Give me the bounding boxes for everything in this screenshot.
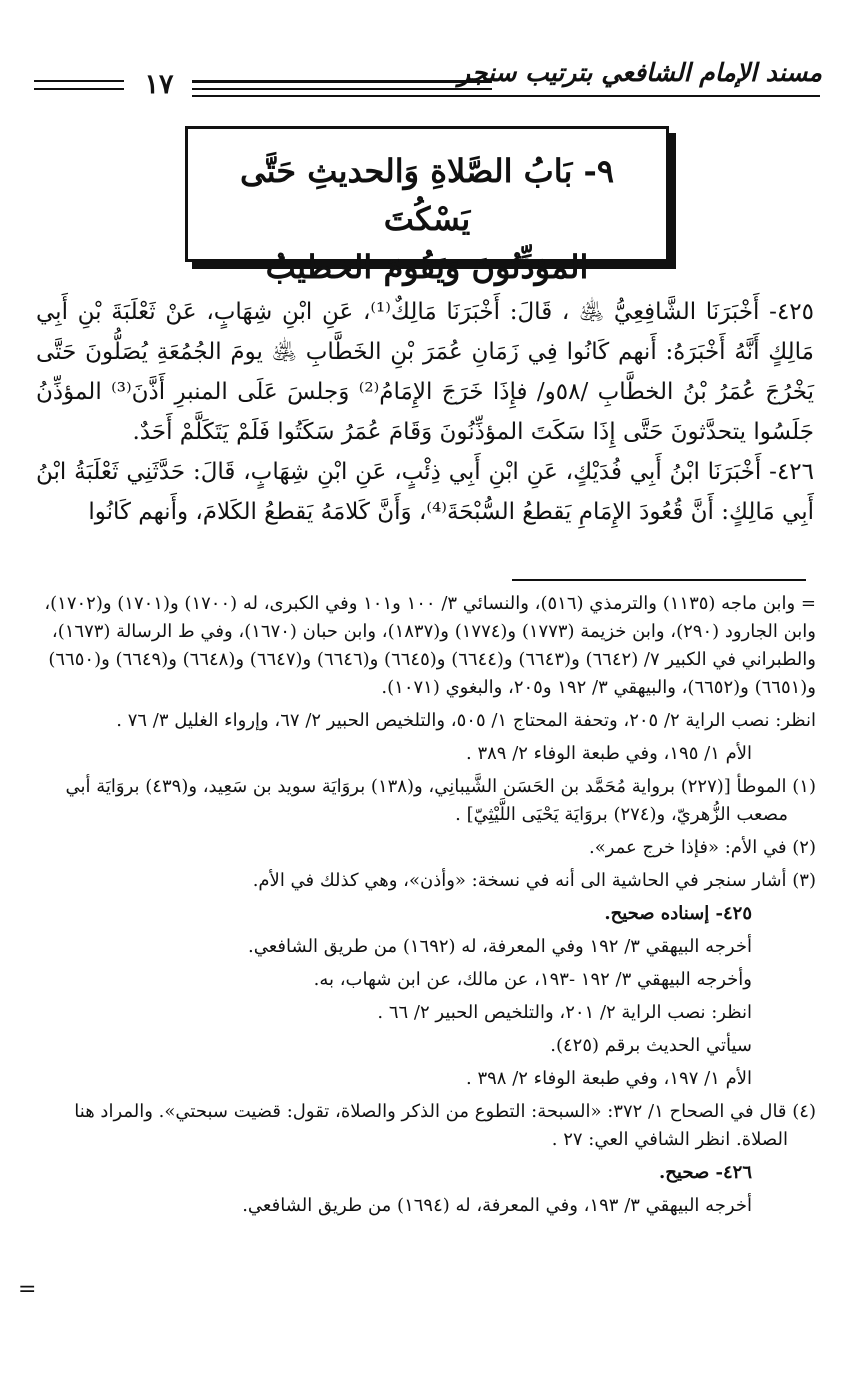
footnote: الأم ١/ ١٩٥، وفي طبعة الوفاء ٢/ ٣٨٩ . (466, 743, 752, 764)
header-rule (34, 80, 124, 82)
chapter-heading-box (185, 126, 669, 286)
chapter-title (196, 147, 658, 291)
running-title: مسند الإمام الشافعي بترتيب سنجر (458, 58, 822, 87)
footnote-separator (512, 579, 806, 581)
footnote: سيأتي الحديث برقم (٤٢٥). (550, 1035, 752, 1056)
footnote: انظر: نصب الراية ٢/ ٢٠٥، وتحفة المحتاج ١/ ٥٠٥، والتلخيص الحبير ٢/ ٦٧، وإرواء الغليل ٣/ ٧٦ . (116, 710, 816, 731)
header-rule (192, 95, 820, 97)
continuation-mark: = (18, 1277, 37, 1302)
header-rule (192, 80, 492, 83)
chapter-title-line: المؤذِّنُونَ وَيَقُومَ الخطيبُ (265, 248, 589, 286)
footnote: = وابن ماجه (١١٣٥) والترمذي (٥١٦)، والنسائي ٣/ ١٠٠ و١٠١ وفي الكبرى، له (١٧٠٠) و(١٧٠١) و(١٧٠٢)، وابن الجارود (٢٩٠)، وابن خزيمة (١٧٧٣) و(١٧٧٤) و(١٨٣٧)، وابن حبان (١٦٧٠)، وفي ط الرسالة (١٦٧٣)، والطبراني في الكبير ٧/ (٦٦٤٢) و(٦٦٤٣) و(٦٦٤٤) و(٦٦٤٥) و(٦٦٤٦) و(٦٦٤٧) و(٦٦٤٨) و(٦٦٤٩) و(٦٦٥٠) و(٦٦٥١) و(٦٦٥٢)، والبيهقي ٣/ ١٩٢ و٢٠٥، والبغوي (١٠٧١). (44, 593, 816, 698)
footnote-subheading: ٤٢٦- صحيح. (659, 1162, 752, 1183)
hadith-text (36, 292, 814, 532)
footnotes (24, 590, 816, 1225)
chapter-title-line: ٩- بَابُ الصَّلاةِ وَالحديثِ حَتَّى يَسْكُتَ (239, 152, 615, 238)
footnote: (٢) في الأم: «فإذا خرج عمر». (588, 837, 816, 858)
footnote: أخرجه البيهقي ٣/ ١٩٣، وفي المعرفة، له (١٦٩٤) من طريق الشافعي. (242, 1195, 752, 1216)
footnote: وأخرجه البيهقي ٣/ ١٩٢ -١٩٣، عن مالك، عن ابن شهاب، به. (313, 969, 752, 990)
hadith-paragraph: ٤٢٦- أَخْبَرَنَا ابْنُ أَبِي فُدَيْكٍ، عَنِ ابْنِ أَبِي ذِئْبٍ، عَنِ ابْنِ شِهَابٍ، قَالَ: حَدَّثَنِي ثَعْلَبَةُ ابْنُ أَبِي مَالِكٍ: أَنَّ قُعُودَ الإِمَامِ يَقطعُ السُّبْحَةَ⁽⁴⁾، وَأَنَّ كَلامَهُ يَقطعُ الكَلامَ، وأَنهم كَانُوا (36, 459, 814, 525)
footnote: الأم ١/ ١٩٧، وفي طبعة الوفاء ٢/ ٣٩٨ . (466, 1068, 752, 1089)
header-rule (34, 88, 124, 90)
footnote: انظر: نصب الراية ٢/ ٢٠١، والتلخيص الحبير ٢/ ٦٦ . (377, 1002, 752, 1023)
hadith-paragraph: ٤٢٥- أَخْبَرَنَا الشَّافِعِيُّ ﵁ ، قَالَ: أَخْبَرَنَا مَالِكٌ⁽¹⁾، عَنِ ابْنِ شِهَابٍ، عَنْ ثَعْلَبَةَ بْنِ أَبِي مَالِكٍ أَنَّهُ أَخْبَرَهُ: أَنهم كَانُوا فِي زَمَانِ عُمَرَ بْنِ الخَطَّابِ ﵁ يومَ الجُمُعَةِ يُصَلُّونَ حَتَّى يَخْرُجَ عُمَرُ بْنُ الخطَّابِ /٥٨و/ فإِذَا خَرَجَ الإِمَامُ⁽²⁾ وَجلسَ عَلَى المنبرِ أَذَّنَ⁽³⁾ المؤذِّنُ جَلَسُوا يتحدَّثونَ حَتَّى إِذَا سَكَتَ المؤذِّنُونَ وَقَامَ عُمَرُ سَكَتُوا فَلَمْ يَتَكَلَّمْ أَحَدٌ. (36, 299, 815, 445)
footnote: (٤) قال في الصحاح ١/ ٣٧٢: «السبحة: التطوع من الذكر والصلاة، تقول: قضيت سبحتي». والمراد هنا الصلاة. انظر الشافي العي: ٢٧ . (74, 1101, 816, 1150)
header-rule (192, 88, 492, 90)
footnote: (١) الموطأ [(٢٢٧) برواية مُحَمَّد بن الحَسَن الشَّيبانِي، و(١٣٨) بروَايَة سويد بن سَعِيد، و(٤٣٩) بروَايَة أبي مصعب الزُّهريّ، و(٢٧٤) بروَايَة يَحْيَى اللَّيْثِيّ] . (65, 776, 816, 825)
footnote: (٣) أشار سنجر في الحاشية الى أنه في نسخة: «وأذن»، وهي كذلك في الأم. (252, 870, 816, 891)
footnote: أخرجه البيهقي ٣/ ١٩٢ وفي المعرفة، له (١٦٩٢) من طريق الشافعي. (248, 936, 752, 957)
footnote-subheading: ٤٢٥- إسناده صحيح. (604, 903, 752, 924)
page-number: ١٧ (144, 69, 174, 100)
